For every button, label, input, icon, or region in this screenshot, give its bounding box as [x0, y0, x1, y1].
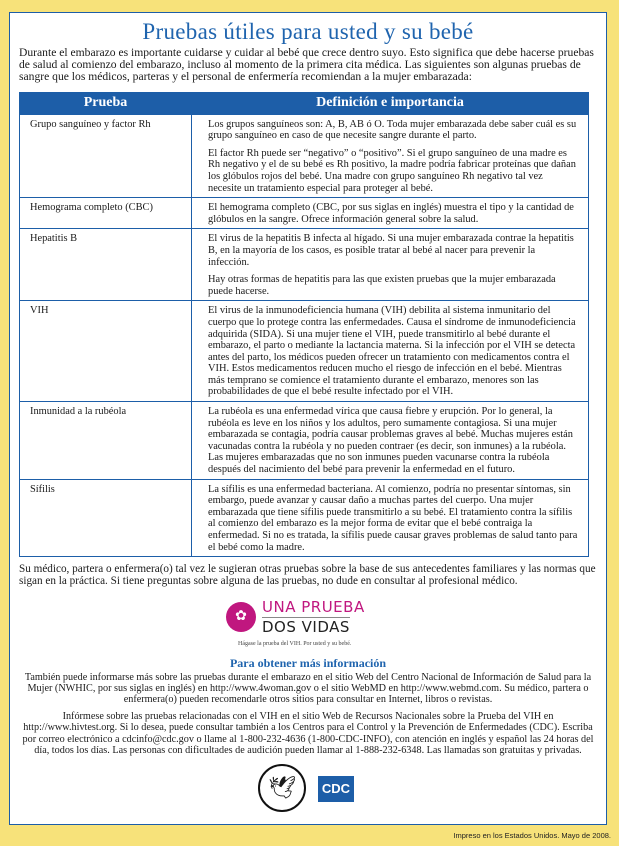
table-row	[20, 402, 589, 480]
more-info-heading: Para obtener más información	[229, 655, 387, 670]
agency-logos	[258, 764, 358, 816]
definition: La sífilis es una enfermedad bacteriana. Al comienzo, podría no presentar síntomas, sin embargo, puede avanzar y causar daño a muchas partes del cuerpo. Una mujer embarazada que tiene sífilis puede transmitirlo a su bebé. El tratamiento contra la sífilis al comienzo del embarazo es la mejor forma de evitar que el bebé contraiga la enfermedad. Si no es tratada, la sífilis puede causar graves problemas de salud tanto para el bebé como la madre.	[208, 483, 578, 553]
header-definition: Definición e importancia	[192, 92, 589, 114]
closing-paragraph: Su médico, partera o enfermera(o) tal vez le sugieran otras pruebas sobre la base de sus antecedentes familiares y las normas que sigan en la práctica. Si tiene preguntas sobre alguna de las pruebas, no dude en consultar al profesional médico.	[19, 563, 596, 588]
table-row	[20, 198, 589, 229]
table-row	[20, 479, 589, 557]
table-row	[20, 229, 589, 301]
hiv-info-paragraph: Infórmese sobre las pruebas relacionadas con el VIH en el sitio Web de Recursos Nacionales sobre la Prueba del VIH en http://www.hivtest.org. Si lo desea, puede consultar también a los Centros para el Control y la Prevención de Enfermedades (CDC). Escriba por correo electrónico a cdcinfo@cdc.gov o llame al 1-800-232-4636 (1-800-CDC-INFO), con atención en inglés y español las 24 horas del día, todos los días. Las personas con dificultades de audición pueden llamar al 1-888-232-6348. Las llamadas son gratuitas y privadas.	[22, 711, 594, 756]
baby-icon: ✿	[226, 602, 256, 632]
table-row	[20, 114, 589, 198]
test-name: Grupo sanguíneo y factor Rh	[20, 114, 192, 198]
test-name: VIH	[20, 301, 192, 402]
definition: El factor Rh puede ser “negativo” o “positivo”. Si el grupo sanguíneo de una madre es Rh negativo y el de su bebé es Rh positivo, la madre podría fabricar proteínas que dañan los glóbulos rojos del bebé. Una madre con grupo sanguíneo Rh negativo tal vez necesite un tratamiento especial para proteger al bebé.	[208, 147, 576, 194]
page-title: Pruebas útiles para usted y su bebé	[142, 19, 474, 44]
definition: El hemograma completo (CBC, por sus siglas en inglés) muestra el tipo y la cantidad de glóbulos en la sangre. Ofrece información general sobre la salud.	[208, 202, 574, 225]
definition: El virus de la hepatitis B infecta al hígado. Si una mujer embarazada contrae la hepatitis B, en la mayoría de los casos, es posible tratar al bebé al nacer para prevenir la infección.	[208, 233, 574, 268]
document-page	[9, 12, 607, 825]
intro-paragraph: Durante el embarazo es importante cuidarse y cuidar al bebé que crece dentro suyo. Esto significa que debe hacerse pruebas de salud al comienzo del embarazo, incluso al momento de la primera cita médica. Las siguientes son algunas pruebas de sangre que los médicos, parteras y el personal de enfermería recomiendan a la mujer embarazada:	[19, 46, 594, 84]
header-test: Prueba	[20, 92, 192, 114]
test-name: Sífilis	[20, 479, 192, 557]
definition: La rubéola es una enfermedad vírica que causa fiebre y erupción. Por lo general, la rubéola es leve en los niños y los adultos, pero sumamente contagiosa. Si una mujer embarazada se contagia, podría causar problemas graves al bebé. Muchas mujeres están vacunadas contra la rubéola y no pueden contraer (es decir, son inmunes) a la rubéola. Las mujeres embarazadas que no son inmunes pueden vacunarse contra la rubéola después del nacimiento del bebé para prevenir la enfermedad en el futuro.	[208, 406, 573, 476]
tests-table	[19, 92, 589, 558]
cdc-logo: CDC	[318, 776, 354, 802]
test-name: Inmunidad a la rubéola	[20, 402, 192, 480]
more-info-paragraph: También puede informarse más sobre las pruebas durante el embarazo en el sitio Web del Centro Nacional de Información de Salud para la Mujer (NWHIC, por sus siglas en inglés) en http://www.4woman.gov o el sitio WebMD en http://www.webmd.com. Su médico, partera o enfermera(o) pueden recomendarle otros sitios para consultar en Internet, libros o revistas.	[24, 671, 592, 706]
definition: Hay otras formas de hepatitis para las que existen pruebas que la mujer embarazada puede hacerse.	[208, 274, 556, 297]
print-notice: Impreso en los Estados Unidos. Mayo de 2008.	[453, 831, 611, 841]
definition: El virus de la inmunodeficiencia humana (VIH) debilita al sistema inmunitario del cuerpo que lo protege contra las enfermedades. Causa el síndrome de inmunodeficiencia adquirida (SIDA). Si una mujer tiene el VIH, puede transmitirlo al bebé durante el embarazo, el parto o mediante la lactancia materna. Si la infección por el VIH se detecta antes del parto, los médicos pueden ofrecer un tratamiento con medicamentos contra el VIH. Estos medicamentos reducen mucho el riesgo de infección en el bebé. Mientras más temprano se comience el tratamiento durante el embarazo, menores son las probabilidades de que el bebé resulte infectado por el VIH.	[208, 305, 576, 398]
logo-line1: UNA PRUEBA	[262, 597, 365, 616]
hhs-eagle-seal-icon: 🕊	[258, 764, 306, 812]
test-name: Hepatitis B	[20, 229, 192, 301]
logo-line2: DOS VIDAS	[262, 617, 350, 636]
definition: Los grupos sanguíneos son: A, B, AB ó O. Toda mujer embarazada debe saber cuál es su grupo sanguíneo en caso de que necesite sangre durante el parto.	[208, 118, 577, 142]
test-name: Hemograma completo (CBC)	[20, 198, 192, 229]
una-prueba-dos-vidas-logo	[218, 598, 398, 650]
table-row	[20, 301, 589, 402]
logo-tagline: Hágase la prueba del VIH. Por usted y su bebé.	[238, 640, 352, 647]
